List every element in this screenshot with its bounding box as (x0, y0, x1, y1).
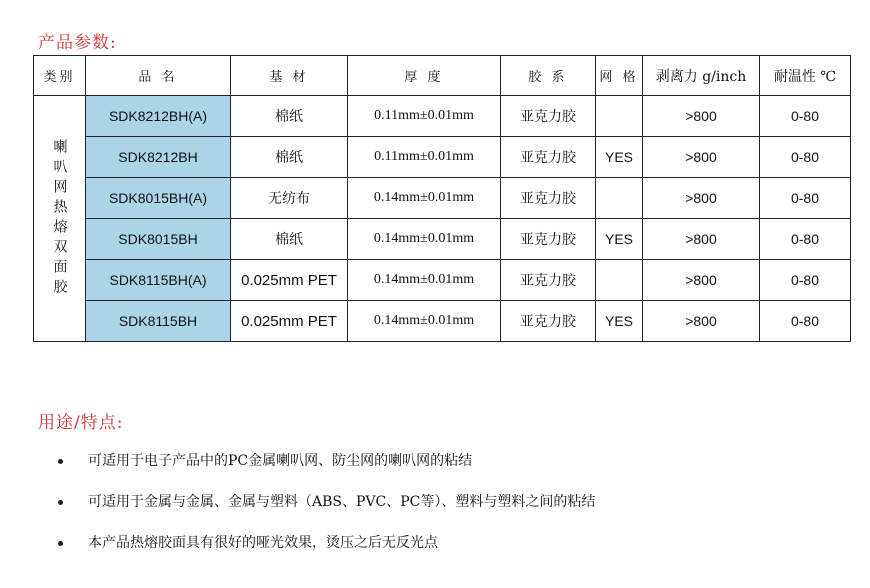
temp-cell: 0-80 (760, 219, 851, 260)
glue-cell: 亚克力胶 (501, 219, 596, 260)
peel-cell: >800 (643, 260, 760, 301)
base-cell: 无纺布 (231, 178, 348, 219)
feature-text: 本产品热熔胶面具有很好的哑光效果，烫压之后无反光点 (88, 535, 438, 551)
thickness-cell: 0.14mm±0.01mm (348, 219, 501, 260)
table-row (34, 178, 851, 219)
table-header-row (34, 56, 851, 96)
table-row (34, 301, 851, 342)
glue-cell: 亚克力胶 (501, 96, 596, 137)
glue-cell: 亚克力胶 (501, 301, 596, 342)
header-model: 品 名 (86, 56, 231, 96)
header-base: 基 材 (231, 56, 348, 96)
base-cell: 棉纸 (231, 219, 348, 260)
spec-table (33, 55, 851, 342)
header-peel: 剥离力 g/inch (643, 56, 760, 96)
model-cell: SDK8015BH (86, 219, 231, 260)
feature-item (58, 532, 595, 573)
temp-cell: 0-80 (760, 137, 851, 178)
temp-cell: 0-80 (760, 96, 851, 137)
base-cell: 棉纸 (231, 137, 348, 178)
base-cell: 0.025mm PET (231, 260, 348, 301)
temp-cell: 0-80 (760, 301, 851, 342)
header-glue: 胶 系 (501, 56, 596, 96)
mesh-cell (596, 96, 643, 137)
peel-cell: >800 (643, 178, 760, 219)
glue-cell: 亚克力胶 (501, 260, 596, 301)
bullet-icon (58, 541, 63, 546)
table-row (34, 219, 851, 260)
mesh-cell: YES (596, 301, 643, 342)
base-cell: 0.025mm PET (231, 301, 348, 342)
base-cell: 棉纸 (231, 96, 348, 137)
bullet-icon (58, 459, 63, 464)
uses-features-title: 用途/特点: (38, 413, 124, 433)
temp-cell: 0-80 (760, 178, 851, 219)
thickness-cell: 0.14mm±0.01mm (348, 301, 501, 342)
feature-text: 可适用于电子产品中的PC金属喇叭网、防尘网的喇叭网的粘结 (88, 453, 473, 469)
mesh-cell (596, 260, 643, 301)
model-cell: SDK8115BH(A) (86, 260, 231, 301)
thickness-cell: 0.14mm±0.01mm (348, 260, 501, 301)
feature-list (58, 450, 595, 573)
table-row (34, 96, 851, 137)
model-cell: SDK8212BH (86, 137, 231, 178)
bullet-icon (58, 500, 63, 505)
mesh-cell (596, 178, 643, 219)
peel-cell: >800 (643, 137, 760, 178)
header-temp: 耐温性 ℃ (760, 56, 851, 96)
peel-cell: >800 (643, 219, 760, 260)
feature-text: 可适用于金属与金属、金属与塑料（ABS、PVC、PC等）、塑料与塑料之间的粘结 (88, 494, 596, 510)
feature-item (58, 450, 595, 491)
thickness-cell: 0.11mm±0.01mm (348, 96, 501, 137)
peel-cell: >800 (643, 301, 760, 342)
feature-item (58, 491, 595, 532)
model-cell: SDK8015BH(A) (86, 178, 231, 219)
header-mesh: 网 格 (596, 56, 643, 96)
thickness-cell: 0.14mm±0.01mm (348, 178, 501, 219)
category-cell: 喇叭网热熔双面胶 (34, 96, 86, 342)
header-category: 类别 (34, 56, 86, 96)
product-params-title: 产品参数: (38, 33, 117, 53)
peel-cell: >800 (643, 96, 760, 137)
model-cell: SDK8212BH(A) (86, 96, 231, 137)
mesh-cell: YES (596, 137, 643, 178)
table-row (34, 260, 851, 301)
temp-cell: 0-80 (760, 260, 851, 301)
glue-cell: 亚克力胶 (501, 178, 596, 219)
mesh-cell: YES (596, 219, 643, 260)
table-row (34, 137, 851, 178)
model-cell: SDK8115BH (86, 301, 231, 342)
header-thickness: 厚 度 (348, 56, 501, 96)
thickness-cell: 0.11mm±0.01mm (348, 137, 501, 178)
glue-cell: 亚克力胶 (501, 137, 596, 178)
